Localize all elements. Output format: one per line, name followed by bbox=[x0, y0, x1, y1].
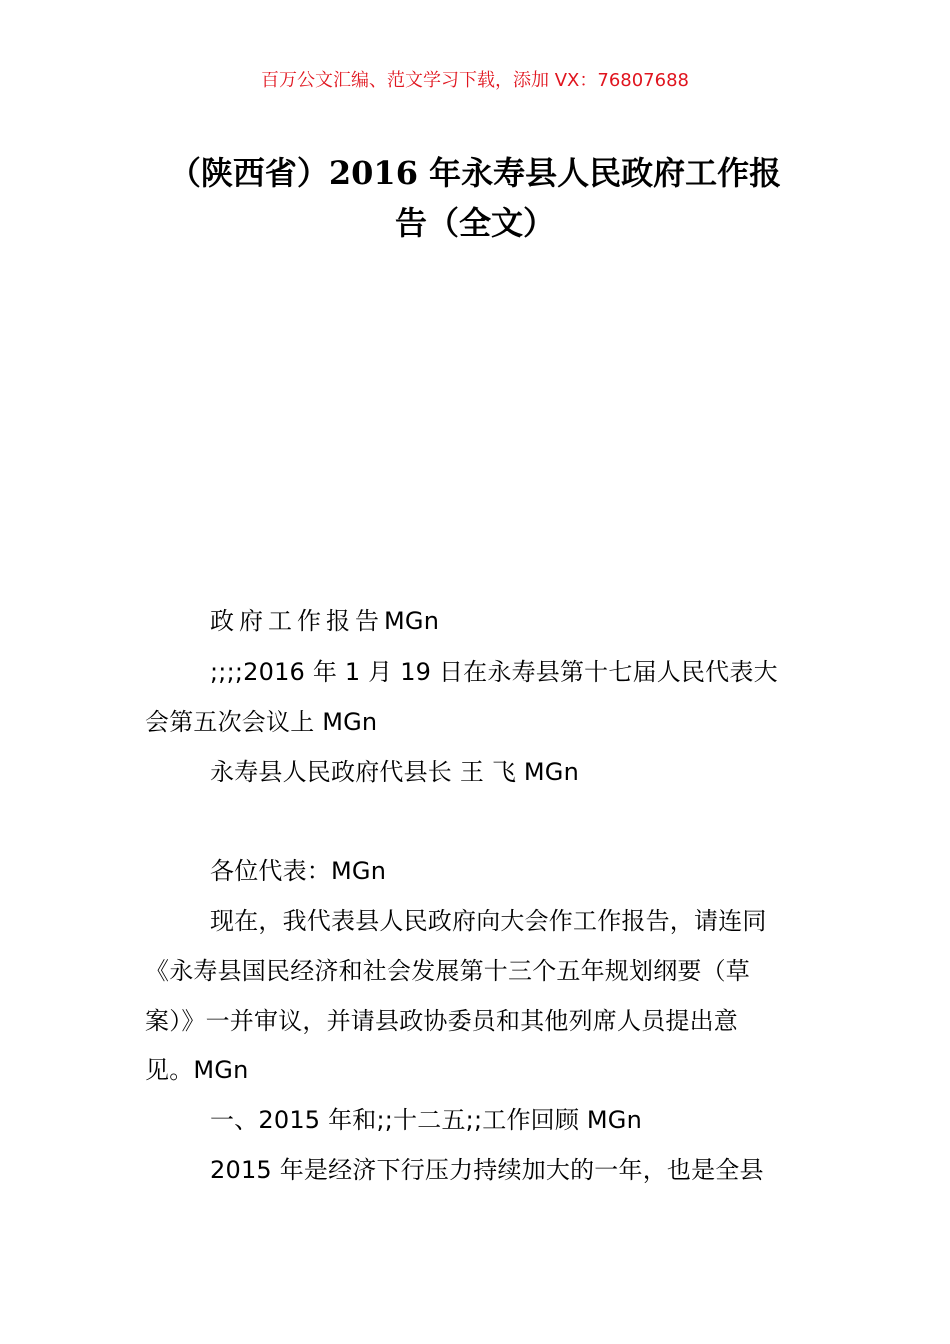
report-heading-text: 政府工作报告 bbox=[210, 607, 384, 635]
meeting-info-line-1: ;;;;2016 年 1 月 19 日在永寿县第十七届人民代表大 bbox=[210, 658, 778, 686]
paragraph-1-line-3: 案）》一并审议，并请县政协委员和其他列席人员提出意 bbox=[145, 1007, 738, 1035]
title-line-1: （陕西省）2016 年永寿县人民政府工作报 bbox=[168, 154, 782, 192]
report-heading bbox=[210, 604, 439, 638]
title-line-2: 告（全文） bbox=[394, 204, 555, 242]
section-heading-1: 一、2015 年和;;十二五;;工作回顾 MGn bbox=[210, 1106, 642, 1134]
speaker-line: 永寿县人民政府代县长 王 飞 MGn bbox=[210, 758, 580, 786]
header-watermark-note: 百万公文汇编、范文学习下载，添加 VX：76807688 bbox=[261, 70, 689, 91]
salutation: 各位代表：MGn bbox=[210, 857, 387, 885]
document-title bbox=[130, 148, 820, 248]
meeting-info-line-2: 会第五次会议上 MGn bbox=[145, 708, 378, 736]
paragraph-2-line-1: 2015 年是经济下行压力持续加大的一年，也是全县 bbox=[210, 1156, 764, 1184]
paragraph-1-line-2: 《永寿县国民经济和社会发展第十三个五年规划纲要（草 bbox=[145, 957, 750, 985]
report-heading-suffix: MGn bbox=[384, 607, 440, 635]
paragraph-1-line-4: 见。MGn bbox=[145, 1056, 249, 1084]
paragraph-1-line-1: 现在，我代表县人民政府向大会作工作报告，请连同 bbox=[210, 907, 767, 935]
